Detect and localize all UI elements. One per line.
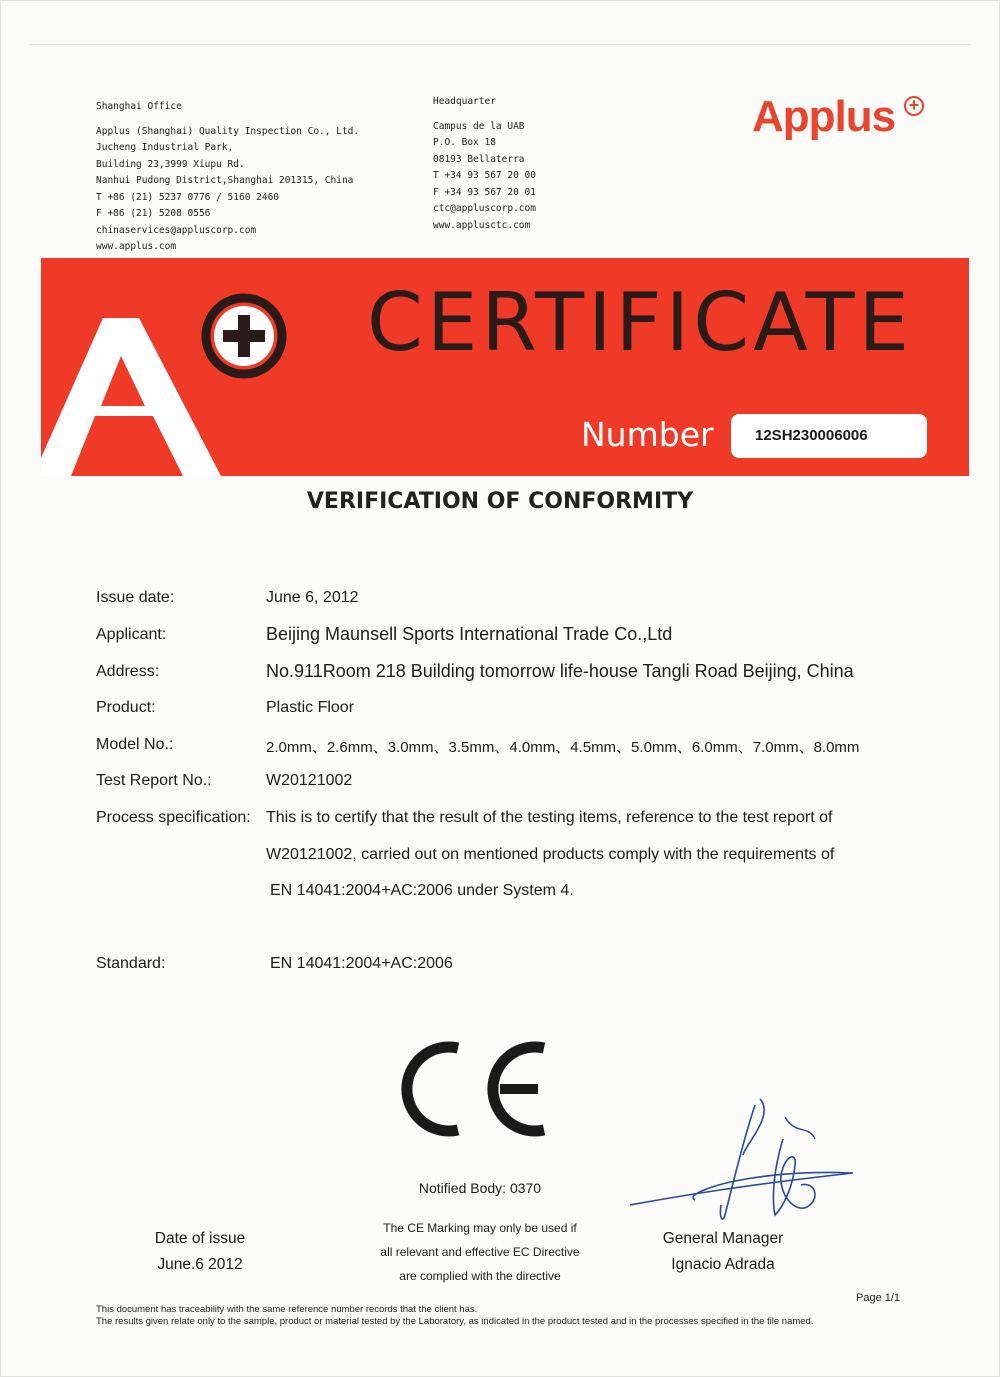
certificate-banner xyxy=(41,258,969,476)
number-label: Number xyxy=(581,415,714,454)
hq-line: 08193 Bellaterra xyxy=(433,153,525,165)
ce-note-line: The CE Marking may only be used if xyxy=(383,1221,577,1235)
applicant-label: Applicant: xyxy=(96,626,167,643)
product-label: Product: xyxy=(96,699,156,716)
page-number: Page 1/1 xyxy=(856,1292,901,1304)
office-website: www.applus.com xyxy=(96,241,177,252)
certificate-title: CERTIFICATE xyxy=(367,276,914,369)
headquarter-title: Headquarter xyxy=(433,96,496,107)
signatory-title: General Manager xyxy=(662,1230,784,1247)
notified-body: Notified Body: 0370 xyxy=(418,1180,542,1196)
document-heading: VERIFICATION OF CONFORMITY xyxy=(306,489,694,514)
office-line: Building 23,3999 Xiupu Rd. xyxy=(96,158,245,170)
shanghai-office-title: Shanghai Office xyxy=(96,101,182,112)
hq-website: www.applusctc.com xyxy=(433,219,531,231)
office-phone: T +86 (21) 5237 0776 / 5160 2460 xyxy=(96,191,280,203)
footer-line: The results given relate only to the sample, product or material tested by the Laboratory, as indicated in the product tested and in the processes specified in the file named. xyxy=(96,1316,814,1327)
applus-logo: Applus xyxy=(752,92,896,141)
ce-mark-icon xyxy=(392,1032,552,1142)
test-report-label: Test Report No.: xyxy=(96,772,212,789)
test-report-value: W20121002 xyxy=(266,772,353,789)
model-no-label: Model No.: xyxy=(96,736,174,753)
hq-phone: T +34 93 567 20 00 xyxy=(433,170,536,181)
process-spec-line: W20121002, carried out on mentioned products comply with the requirements of xyxy=(266,846,835,863)
process-spec-label: Process specification: xyxy=(96,809,251,826)
ce-note-line: are complied with the directive xyxy=(399,1269,561,1283)
process-spec-line: This is to certify that the result of the testing items, reference to the test report of xyxy=(266,809,833,826)
standard-label: Standard: xyxy=(96,955,166,972)
address-value: No.911Room 218 Building tomorrow life-house Tangli Road Beijing, China xyxy=(266,661,854,681)
footer-line: This document has traceability with the same reference number records that the client has. xyxy=(96,1304,478,1315)
circle-plus-icon xyxy=(198,290,290,382)
signatory-block xyxy=(648,1226,798,1278)
process-spec-line: EN 14041:2004+AC:2006 under System 4. xyxy=(270,882,574,899)
applicant-value: Beijing Maunsell Sports International Trade Co.,Ltd xyxy=(266,624,673,644)
office-line: Applus (Shanghai) Quality Inspection Co., Ltd. xyxy=(96,125,360,137)
footer-disclaimer xyxy=(96,1304,906,1328)
date-of-issue-label: Date of issue xyxy=(154,1230,246,1247)
standard-value: EN 14041:2004+AC:2006 xyxy=(270,955,453,972)
hq-fax: F +34 93 567 20 01 xyxy=(433,186,536,198)
top-rule xyxy=(30,44,970,45)
hq-email: ctc@appluscorp.com xyxy=(433,203,536,214)
plus-circle-icon: + xyxy=(904,96,924,116)
date-of-issue-value: June.6 2012 xyxy=(157,1256,243,1273)
hq-line: Campus de la UAB xyxy=(433,120,525,132)
ce-note xyxy=(360,1216,600,1288)
headquarter-block xyxy=(433,94,603,234)
signature-mark xyxy=(625,1095,865,1225)
office-fax: F +86 (21) 5208 0556 xyxy=(96,208,211,219)
hq-line: P.O. Box 18 xyxy=(433,137,496,148)
certificate-number: 12SH230006006 xyxy=(731,414,927,458)
ce-note-line: all relevant and effective EC Directive xyxy=(380,1245,580,1259)
shanghai-office-block xyxy=(96,99,396,256)
address-label: Address: xyxy=(96,663,160,680)
model-no-value: 2.0mm、2.6mm、3.0mm、3.5mm、4.0mm、4.5mm、5.0mm、6.0mm、7.0mm、8.0mm xyxy=(266,739,860,756)
issue-date-value: June 6, 2012 xyxy=(266,589,359,606)
date-of-issue-block xyxy=(140,1226,260,1278)
office-line: Nanhui Pudong District,Shanghai 201315, China xyxy=(96,175,354,186)
office-line: Jucheng Industrial Park, xyxy=(96,142,234,153)
issue-date-label: Issue date: xyxy=(96,589,175,606)
office-email: chinaservices@appluscorp.com xyxy=(96,224,257,236)
signatory-name: Ignacio Adrada xyxy=(671,1256,775,1273)
product-value: Plastic Floor xyxy=(266,699,355,716)
